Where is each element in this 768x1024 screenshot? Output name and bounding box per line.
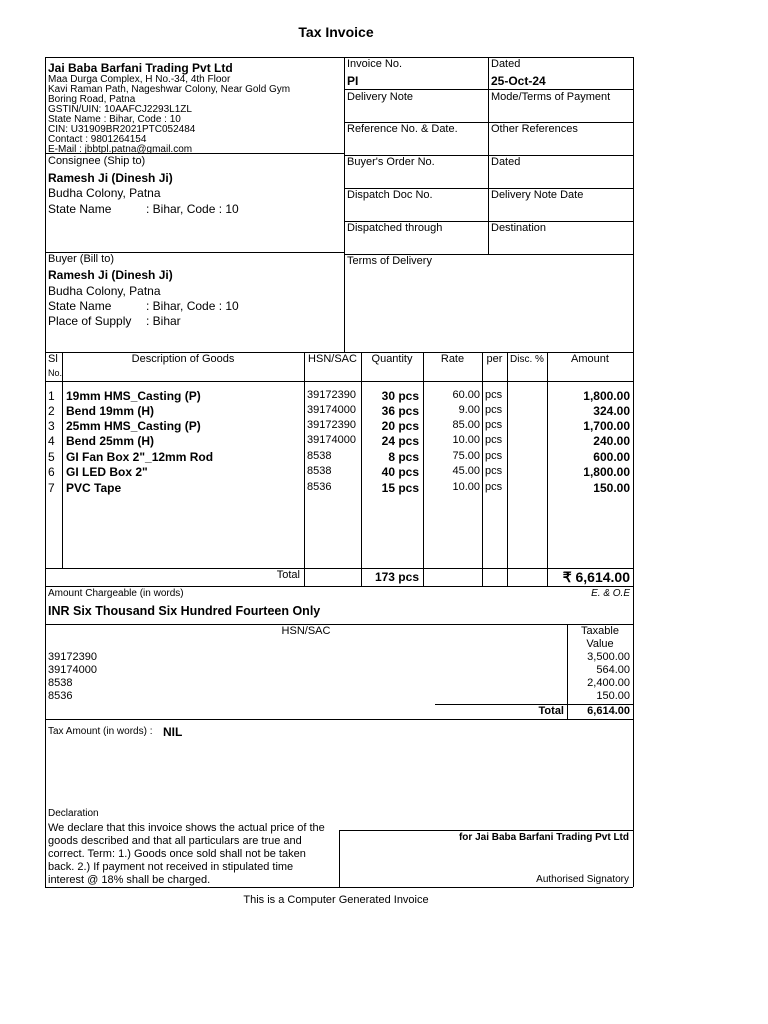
- col-no: No.: [48, 368, 63, 378]
- delivery-note-date-label: Delivery Note Date: [491, 189, 584, 201]
- invoice-no-value: PI: [347, 74, 359, 88]
- amount-words-label: Amount Chargeable (in words): [48, 588, 184, 599]
- reference-label: Reference No. & Date.: [347, 123, 458, 135]
- seller-line: Contact : 9801264154: [48, 134, 147, 145]
- col-quantity: Quantity: [371, 353, 413, 365]
- consignee-address: Budha Colony, Patna: [48, 186, 161, 200]
- buyer-name: Ramesh Ji (Dinesh Ji): [48, 268, 173, 282]
- seller-block: [48, 61, 342, 155]
- dated-label: Dated: [491, 58, 521, 70]
- dated2-label: Dated: [491, 156, 521, 168]
- hsn-summary-code: 39172390: [48, 651, 97, 663]
- seller-line: E-Mail : jbbtpl.patna@gmail.com: [48, 144, 193, 155]
- col-disc: Disc. %: [510, 354, 544, 365]
- table-row: 1 19mm HMS_Casting (P) 39172390 30 pcs 60.00 pcs 1,800.00: [48, 389, 630, 403]
- dated-value: 25-Oct-24: [491, 74, 546, 88]
- buyer-state-label: State Name: [48, 299, 112, 313]
- hsn-summary-value: 564.00: [596, 664, 630, 676]
- consignee-state-label: State Name: [48, 202, 112, 216]
- seller-line: CIN: U31909BR2021PTC052484: [48, 124, 196, 135]
- col-description: Description of Goods: [131, 353, 235, 365]
- col-per: per: [486, 353, 503, 365]
- hsn-summary-code: 8538: [48, 677, 73, 689]
- dispatched-through-label: Dispatched through: [347, 222, 443, 234]
- buyer-state-value: : Bihar, Code : 10: [146, 299, 239, 313]
- signatory-company: for Jai Baba Barfani Trading Pvt Ltd: [458, 832, 629, 843]
- place-of-supply-label: Place of Supply: [48, 314, 132, 328]
- delivery-note-label: Delivery Note: [347, 91, 414, 103]
- destination-label: Destination: [491, 222, 547, 234]
- consignee-label: Consignee (Ship to): [48, 155, 146, 167]
- declaration-text: We declare that this invoice shows the actual price of the goods described and that all particulars are true and correct. Term: 1.) Goods once sold shall not be taken back. 2.) If payment not received in stipulated time interest @ 18% shall be charged.: [48, 822, 325, 886]
- hsn-summary-value: 150.00: [596, 690, 630, 702]
- eoe-label: E. & O.E: [591, 588, 630, 599]
- hsn-summary-code: 8536: [48, 690, 73, 702]
- place-of-supply-value: : Bihar: [146, 314, 181, 328]
- terms-of-delivery-label: Terms of Delivery: [347, 255, 432, 267]
- items-total-qty: 173 pcs: [374, 570, 419, 584]
- buyers-order-label: Buyer's Order No.: [347, 156, 435, 168]
- buyer-label: Buyer (Bill to): [48, 253, 115, 265]
- table-row: 2 Bend 19mm (H) 39174000 36 pcs 9.00 pcs 324.00: [48, 404, 630, 418]
- frame-right: [633, 57, 634, 887]
- table-row: 6 GI LED Box 2" 8538 40 pcs 45.00 pcs 1,800.00: [48, 465, 630, 479]
- other-references-label: Other References: [491, 123, 578, 135]
- table-row: 3 25mm HMS_Casting (P) 39172390 20 pcs 85.00 pcs 1,700.00: [48, 419, 630, 433]
- seller-line: State Name : Bihar, Code : 10: [48, 114, 181, 125]
- mode-terms-label: Mode/Terms of Payment: [491, 91, 611, 103]
- hsn-summary-total-label: Total: [538, 705, 564, 717]
- col-amount: Amount: [571, 353, 609, 365]
- table-row: 5 GI Fan Box 2"_12mm Rod 8538 8 pcs 75.00 pcs 600.00: [48, 450, 630, 464]
- invoice-no-label: Invoice No.: [347, 58, 403, 70]
- table-row: 4 Bend 25mm (H) 39174000 24 pcs 10.00 pcs 240.00: [48, 434, 630, 448]
- seller-name: Jai Baba Barfani Trading Pvt Ltd: [48, 61, 233, 75]
- taxable-value-header: Taxable: [581, 625, 619, 637]
- frame-top: [45, 57, 633, 58]
- items-total-amount: ₹ 6,614.00: [562, 569, 630, 585]
- frame-bottom: [45, 887, 633, 888]
- table-row: 7 PVC Tape 8536 15 pcs 10.00 pcs 150.00: [48, 481, 630, 495]
- invoice-title: Tax Invoice: [298, 24, 374, 40]
- hsn-summary-value: 3,500.00: [587, 651, 630, 663]
- buyer-address: Budha Colony, Patna: [48, 284, 161, 298]
- items-total-label: Total: [276, 569, 300, 581]
- hsn-summary-code: 39174000: [48, 664, 97, 676]
- consignee-name: Ramesh Ji (Dinesh Ji): [48, 171, 173, 185]
- hsn-summary-header: HSN/SAC: [281, 625, 331, 637]
- col-hsn: HSN/SAC: [308, 353, 357, 365]
- col-sl: Sl: [48, 353, 58, 365]
- consignee-state-value: : Bihar, Code : 10: [146, 202, 239, 216]
- dispatch-doc-label: Dispatch Doc No.: [347, 189, 433, 201]
- declaration-label: Declaration: [48, 808, 99, 819]
- hsn-summary-total-value: 6,614.00: [587, 705, 630, 717]
- footer-note: This is a Computer Generated Invoice: [243, 894, 429, 906]
- authorised-signatory-label: Authorised Signatory: [536, 874, 629, 885]
- seller-line: GSTIN/UIN: 10AAFCJ2293L1ZL: [48, 104, 192, 115]
- taxable-value-header-2: Value: [586, 638, 614, 650]
- tax-words-label: Tax Amount (in words) :: [48, 726, 153, 737]
- seller-line: Maa Durga Complex, H No.-34, 4th Floor: [48, 74, 231, 85]
- col-rate: Rate: [440, 353, 465, 365]
- tax-words-value: NIL: [163, 725, 183, 739]
- seller-line: Kavi Raman Path, Nageshwar Colony, Near Gold Gym: [48, 84, 291, 95]
- amount-words-value: INR Six Thousand Six Hundred Fourteen Only: [48, 604, 321, 618]
- hsn-summary-value: 2,400.00: [587, 677, 630, 689]
- seller-line: Boring Road, Patna: [48, 94, 136, 105]
